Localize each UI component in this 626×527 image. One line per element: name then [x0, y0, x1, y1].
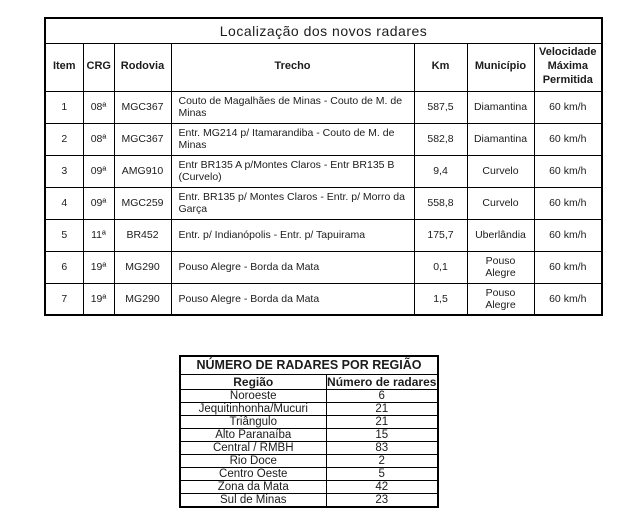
radar-cell-velocidade: 60 km/h — [534, 251, 602, 283]
region-cell-regiao: Central / RMBH — [180, 441, 326, 454]
region-table-body — [180, 389, 438, 507]
column-header-numero: Número de radares — [327, 374, 437, 389]
radar-cell-km: 9,4 — [414, 155, 467, 187]
radar-cell-velocidade: 60 km/h — [534, 123, 602, 155]
region-cell-numero: 2 — [326, 454, 438, 467]
radar-cell-item: 3 — [45, 155, 83, 187]
radar-cell-km: 0,1 — [414, 251, 467, 283]
column-header-velocidade: Velocidade Máxima Permitida — [534, 43, 602, 91]
radar-cell-rodovia: MGC259 — [114, 187, 171, 219]
region-cell-regiao: Triângulo — [180, 415, 326, 428]
radar-table-row — [45, 123, 602, 155]
radar-cell-velocidade: 60 km/h — [534, 187, 602, 219]
radar-cell-rodovia: AMG910 — [114, 155, 171, 187]
radar-table-title: Localização dos novos radares — [45, 18, 602, 43]
region-cell-numero: 15 — [326, 428, 438, 441]
radar-table-row — [45, 187, 602, 219]
region-cell-numero: 42 — [326, 480, 438, 493]
radar-cell-rodovia: MGC367 — [114, 91, 171, 123]
radar-cell-km: 582,8 — [414, 123, 467, 155]
radar-cell-velocidade: 60 km/h — [534, 91, 602, 123]
radar-cell-crg: 19ª — [83, 251, 114, 283]
radar-cell-rodovia: MG290 — [114, 251, 171, 283]
radar-cell-rodovia: BR452 — [114, 219, 171, 251]
radar-cell-municipio: Pouso Alegre — [467, 283, 534, 315]
region-table-row — [180, 494, 438, 508]
radar-cell-item: 7 — [45, 283, 83, 315]
region-cell-numero: 21 — [326, 402, 438, 415]
radar-cell-trecho: Entr BR135 A p/Montes Claros - Entr BR135 B (Curvelo) — [171, 155, 414, 187]
radar-cell-municipio: Curvelo — [467, 187, 534, 219]
radar-cell-crg: 08ª — [83, 123, 114, 155]
radar-cell-crg: 19ª — [83, 283, 114, 315]
region-cell-numero: 6 — [326, 389, 438, 402]
radar-table-row — [45, 251, 602, 283]
region-cell-regiao: Centro Oeste — [180, 467, 326, 480]
region-table-row — [180, 480, 438, 493]
region-cell-numero: 5 — [326, 467, 438, 480]
radar-table-row — [45, 283, 602, 315]
column-header-municipio: Município — [467, 43, 534, 91]
radar-cell-rodovia: MGC367 — [114, 123, 171, 155]
region-cell-regiao: Rio Doce — [180, 454, 326, 467]
radar-cell-trecho: Entr. BR135 p/ Montes Claros - Entr. p/ Morro da Garça — [171, 187, 414, 219]
radar-table-title-row — [45, 18, 602, 43]
radar-cell-trecho: Pouso Alegre - Borda da Mata — [171, 283, 414, 315]
radar-cell-trecho: Entr. p/ Indianópolis - Entr. p/ Tapuirama — [171, 219, 414, 251]
column-header-crg: CRG — [83, 43, 114, 91]
radar-table-row — [45, 91, 602, 123]
radar-cell-trecho: Pouso Alegre - Borda da Mata — [171, 251, 414, 283]
region-table-row — [180, 428, 438, 441]
radar-cell-municipio: Curvelo — [467, 155, 534, 187]
region-table-row — [180, 389, 438, 402]
radar-cell-velocidade: 60 km/h — [534, 155, 602, 187]
radars-per-region-table — [179, 355, 439, 508]
region-cell-regiao: Zona da Mata — [180, 480, 326, 493]
region-cell-numero: 21 — [326, 415, 438, 428]
radar-cell-item: 2 — [45, 123, 83, 155]
region-table-title: NÚMERO DE RADARES POR REGIÃO — [180, 356, 438, 374]
radar-table-row — [45, 219, 602, 251]
radar-table-header-row — [45, 43, 602, 91]
radar-cell-velocidade: 60 km/h — [534, 219, 602, 251]
radar-cell-crg: 08ª — [83, 91, 114, 123]
radar-cell-item: 5 — [45, 219, 83, 251]
radar-cell-item: 4 — [45, 187, 83, 219]
column-header-trecho: Trecho — [171, 43, 414, 91]
radar-cell-item: 1 — [45, 91, 83, 123]
radar-cell-municipio: Uberlândia — [467, 219, 534, 251]
radar-cell-crg: 11ª — [83, 219, 114, 251]
column-header-regiao: Região — [180, 374, 326, 389]
radar-cell-municipio: Pouso Alegre — [467, 251, 534, 283]
column-header-rodovia: Rodovia — [114, 43, 171, 91]
radar-cell-km: 1,5 — [414, 283, 467, 315]
radar-cell-crg: 09ª — [83, 187, 114, 219]
region-cell-numero: 23 — [326, 494, 438, 508]
region-cell-numero: 83 — [326, 441, 438, 454]
radar-cell-crg: 09ª — [83, 155, 114, 187]
region-table-row — [180, 402, 438, 415]
region-table-row — [180, 454, 438, 467]
column-header-item: Item — [45, 43, 83, 91]
radar-cell-trecho: Entr. MG214 p/ Itamarandiba - Couto de M. de Minas — [171, 123, 414, 155]
region-table-row — [180, 415, 438, 428]
region-table-header-row — [180, 374, 438, 389]
region-cell-regiao: Jequitinhonha/Mucuri — [180, 402, 326, 415]
region-cell-regiao: Noroeste — [180, 389, 326, 402]
region-table-title-row — [180, 356, 438, 374]
radar-cell-km: 175,7 — [414, 219, 467, 251]
region-table-row — [180, 467, 438, 480]
radar-cell-rodovia: MG290 — [114, 283, 171, 315]
radar-cell-trecho: Couto de Magalhães de Minas - Couto de M. de Minas — [171, 91, 414, 123]
radar-cell-item: 6 — [45, 251, 83, 283]
region-cell-regiao: Alto Paranaíba — [180, 428, 326, 441]
radar-cell-velocidade: 60 km/h — [534, 283, 602, 315]
radar-cell-km: 587,5 — [414, 91, 467, 123]
radar-cell-km: 558,8 — [414, 187, 467, 219]
radar-cell-municipio: Diamantina — [467, 123, 534, 155]
radar-table-row — [45, 155, 602, 187]
column-header-km: Km — [414, 43, 467, 91]
radar-table-body — [45, 91, 602, 315]
radar-cell-municipio: Diamantina — [467, 91, 534, 123]
region-cell-regiao: Sul de Minas — [180, 494, 326, 508]
region-table-row — [180, 441, 438, 454]
radar-locations-table — [44, 17, 603, 316]
